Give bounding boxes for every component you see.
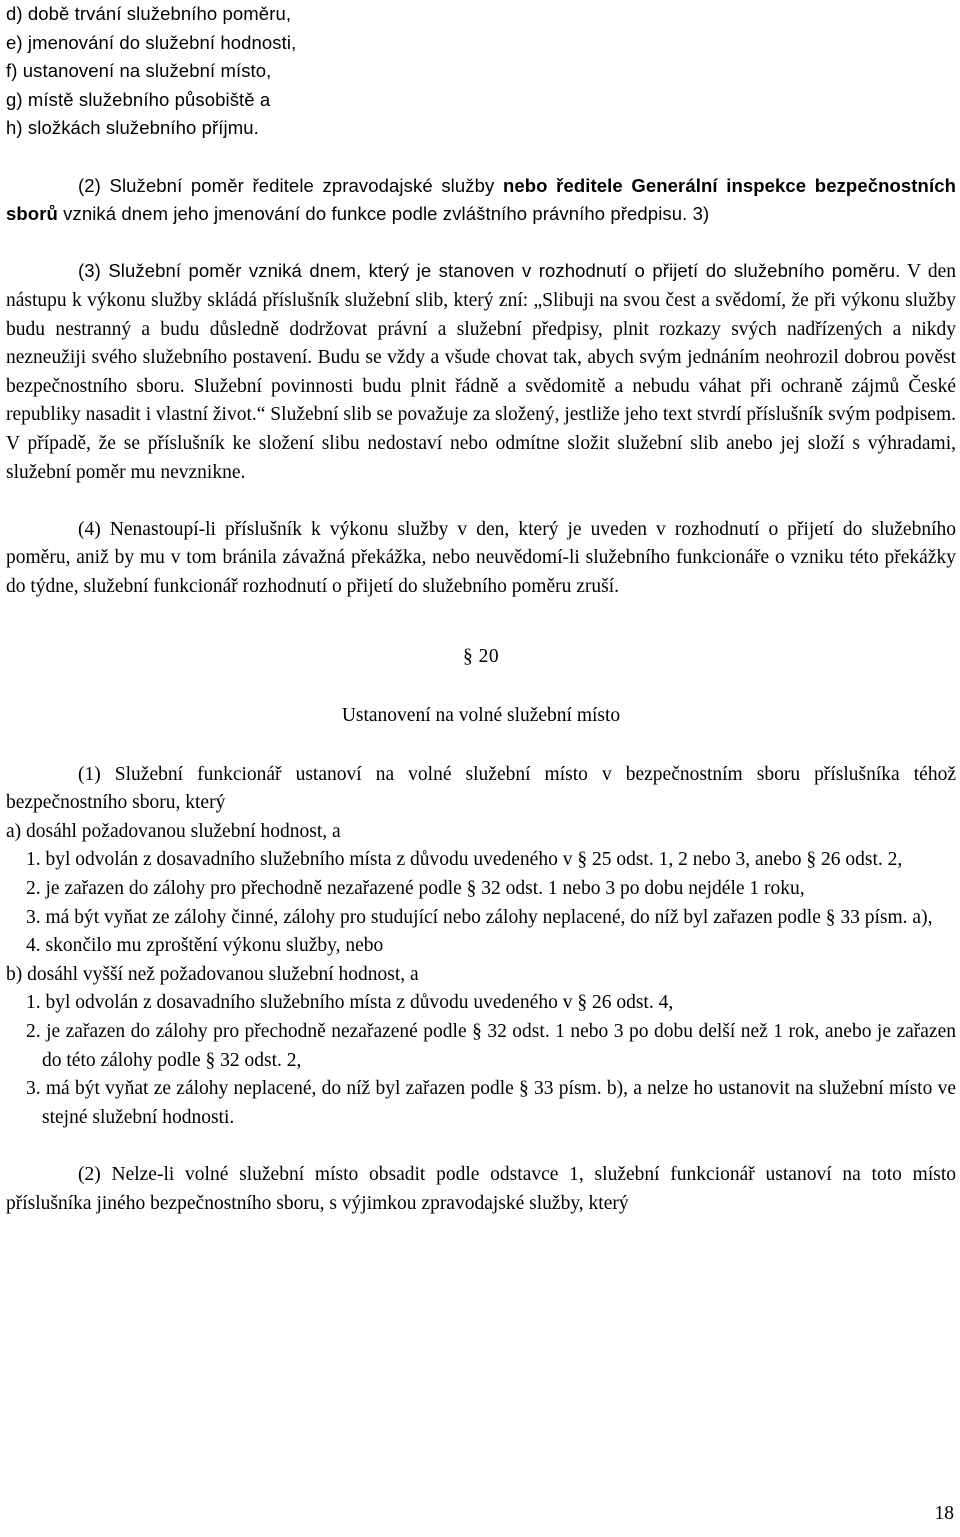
paragraph-2-text-end: vzniká dnem jeho jmenování do funkce podle zvláštního právního předpisu. 3) — [57, 203, 710, 225]
list-item: 4. skončilo mu zproštění výkonu služby, nebo — [26, 935, 384, 957]
paragraph-2-bold-insert: nebo ředitele Generální inspekce bezpečnostních sborů — [6, 174, 956, 225]
list-item: 3. má být vyňat ze zálohy neplacené, do níž byl zařazen podle § 33 písm. b), a nelze ho ustanovit na služební místo ve stejné služební hodnosti. — [26, 1078, 956, 1128]
top-list — [6, 0, 956, 143]
document-page — [6, 0, 956, 1218]
section-number: § 20 — [462, 646, 500, 668]
list-item: g) místě služebního působiště a — [6, 88, 271, 110]
page-number: 18 — [934, 1503, 954, 1525]
subitem-b-list — [6, 989, 956, 1132]
section-20-paragraph-2: (2) Nelze-li volné služební místo obsadit podle odstavce 1, služební funkcionář ustanoví na toto místo příslušníka jiného bezpečnostního sboru, s výjimkou zpravodajské služby, který — [6, 1163, 956, 1214]
list-item: d) době trvání služebního poměru, — [6, 3, 292, 24]
paragraph-4: (4) Nenastoupí-li příslušník k výkonu služby v den, který je uveden v rozhodnutí o přijetí do služebního poměru, aniž by mu v tom bránila závažná překážka, nebo neuvědomí-li služebního funkcionáře o vzniku této překážky do týdne, služební funkcionář rozhodnutí o přijetí do služebního poměru zruší. — [6, 518, 956, 597]
list-item: 1. byl odvolán z dosavadního služebního místa z důvodu uvedeného v § 26 odst. 4, — [26, 992, 674, 1014]
subitem-a-list — [6, 846, 956, 960]
paragraph-2-text-start: (2) Služební poměr ředitele zpravodajské služby — [78, 174, 503, 196]
subitem-a: a) dosáhl požadovanou služební hodnost, a — [6, 820, 341, 842]
section-title: Ustanovení na volné služební místo — [341, 705, 621, 727]
list-item: e) jmenování do služební hodnosti, — [6, 31, 297, 53]
list-item: 3. má být vyňat ze zálohy činné, zálohy pro studující nebo zálohy neplacené, do níž byl zařazen podle § 33 písm. a), — [26, 906, 933, 928]
subitem-b: b) dosáhl vyšší než požadovanou služební hodnost, a — [6, 963, 419, 985]
list-item: h) složkách služebního příjmu. — [6, 117, 259, 139]
list-item: 2. je zařazen do zálohy pro přechodně nezařazené podle § 32 odst. 1 nebo 3 po dobu delší než 1 rok, anebo je zařazen do této zálohy podle § 32 odst. 2, — [26, 1021, 956, 1071]
list-item: 2. je zařazen do zálohy pro přechodně nezařazené podle § 32 odst. 1 nebo 3 po dobu nejdéle 1 roku, — [26, 878, 805, 900]
list-item: f) ustanovení na služební místo, — [6, 60, 272, 82]
section-20-paragraph-1: (1) Služební funkcionář ustanoví na volné služební místo v bezpečnostním sboru příslušníka téhož bezpečnostního sboru, který — [6, 763, 956, 814]
paragraph-2 — [6, 172, 956, 229]
paragraph-3 — [6, 257, 956, 487]
paragraph-3-sans-text: (3) Služební poměr vzniká dnem, který je stanoven v rozhodnutí o přijetí do služebního poměru. — [78, 260, 901, 282]
list-item: 1. byl odvolán z dosavadního služebního místa z důvodu uvedeného v § 25 odst. 1, 2 nebo 3, anebo § 26 odst. 2, — [26, 849, 903, 871]
paragraph-3-oath-text: V den nástupu k výkonu služby skládá příslušník služební slib, který zní: „Slibuji na svou čest a svědomí, že při výkonu služby budu nestranný a budu důsledně dodržovat právní a služební předpisy, plnit rozkazy svých nadřízených a nikdy nezneužiji svého služebního postavení. Budu se vždy a všude chovat tak, abych svým jednáním neohrozil dobrou pověst bezpečnostního sboru. Služební povinnosti budu plnit řádně a svědomitě a nebudu váhat při ochraně zájmů České republiky nasadit i vlastní život.“ Služební slib se považuje za složený, jestliže jeho text stvrdí příslušník svým podpisem. V případě, že se příslušník ke složení slibu nedostaví nebo odmítne složit služební slib anebo jej složí s výhradami, služební poměr mu nevznikne. — [6, 261, 956, 483]
